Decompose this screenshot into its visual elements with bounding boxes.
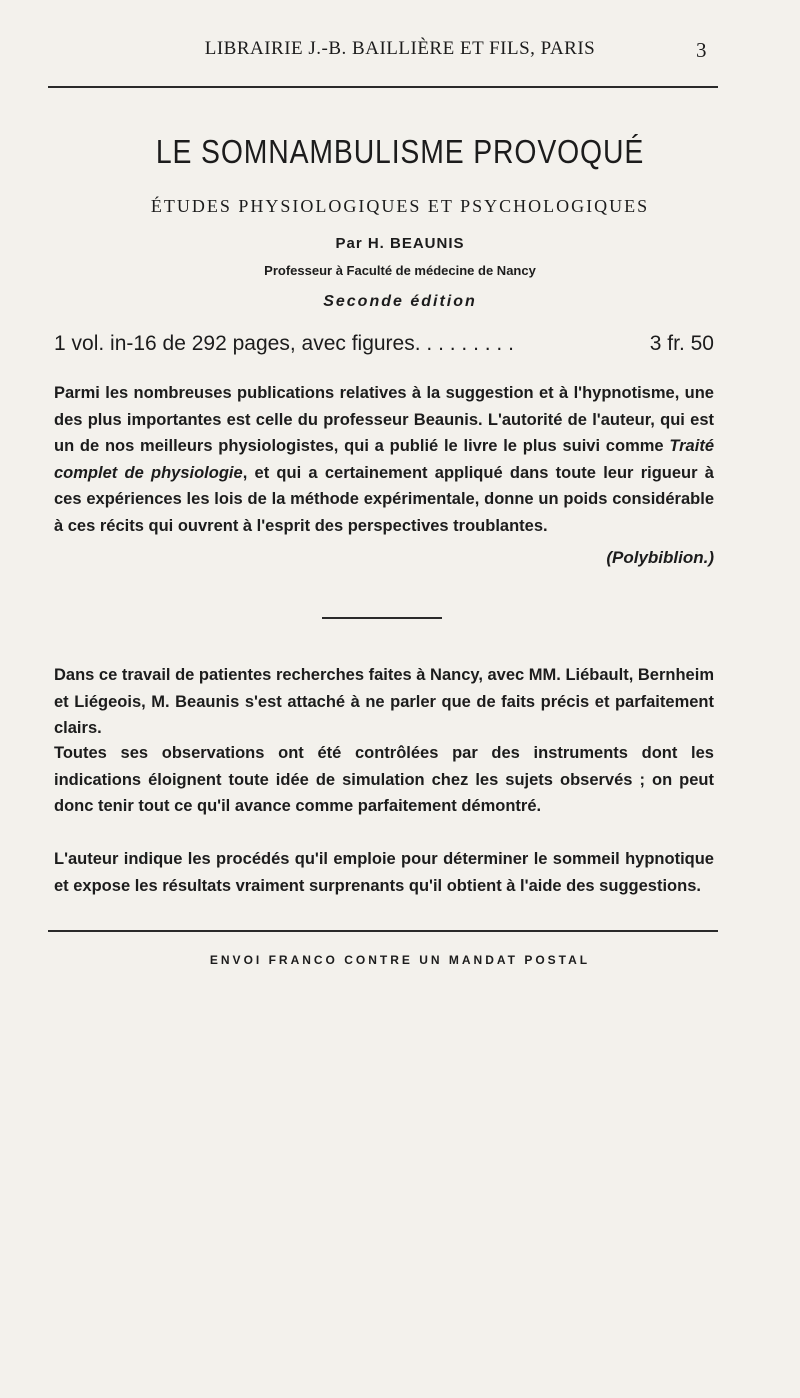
book-author: Par H. BEAUNIS bbox=[335, 235, 465, 252]
review-text-after: , et qui a certainement appliqué dans toute leur rigueur à ces expériences les lois de la méthode expérimentale, donne un poids considérable à ces récits qui ouvrent à l'esprit des perspectives troublantes. bbox=[54, 463, 714, 535]
middle-rule bbox=[322, 617, 442, 619]
review-text-before: Parmi les nombreuses publications relatives à la suggestion et à l'hypnotisme, une des plus importantes est celle du professeur Beaunis. L'autorité de l'auteur, qui est un de nos meilleurs physiologistes, qui a publié le livre le plus suivi comme bbox=[54, 384, 714, 455]
description-paragraph-2: Toutes ses observations ont été contrôlées par des instruments dont les indications éloignent toute idée de simulation chez les sujets observés ; on peut donc tenir tout ce qu'il avance comme parfaitement démontré. bbox=[54, 744, 714, 815]
description-paragraph-1: Dans ce travail de patientes recherches faites à Nancy, avec MM. Liébault, Bernheim et Liégeois, M. Beaunis s'est attaché à ne parler que de faits précis et parfaitement clairs. bbox=[54, 666, 714, 737]
page-number: 3 bbox=[696, 38, 707, 62]
book-title: LE SOMNAMBULISME PROVOQUÉ bbox=[155, 133, 645, 170]
volume-line bbox=[54, 332, 714, 356]
footer-notice: ENVOI FRANCO CONTRE UN MANDAT POSTAL bbox=[209, 953, 591, 967]
description-paragraph-3: L'auteur indique les procédés qu'il emploie pour déterminer le sommeil hypnotique et expose les résultats vraiment surprenants qu'il obtient à l'aide des suggestions. bbox=[54, 850, 714, 895]
review-paragraph bbox=[54, 380, 714, 539]
top-rule bbox=[48, 86, 718, 88]
volume-description: 1 vol. in-16 de 292 pages, avec figures. . . . . . . . . bbox=[54, 332, 514, 355]
book-subtitle: ÉTUDES PHYSIOLOGIQUES ET PSYCHOLOGIQUES bbox=[150, 196, 650, 216]
book-price: 3 fr. 50 bbox=[649, 332, 714, 355]
bottom-rule bbox=[48, 930, 718, 932]
cited-work: Traité complet de physiologie bbox=[54, 437, 714, 482]
running-head: LIBRAIRIE J.-B. BAILLIÈRE ET FILS, PARIS bbox=[204, 38, 596, 59]
review-source: (Polybiblion.) bbox=[606, 548, 714, 567]
author-title: Professeur à Faculté de médecine de Nancy bbox=[264, 263, 536, 278]
book-edition: Seconde édition bbox=[323, 293, 477, 310]
